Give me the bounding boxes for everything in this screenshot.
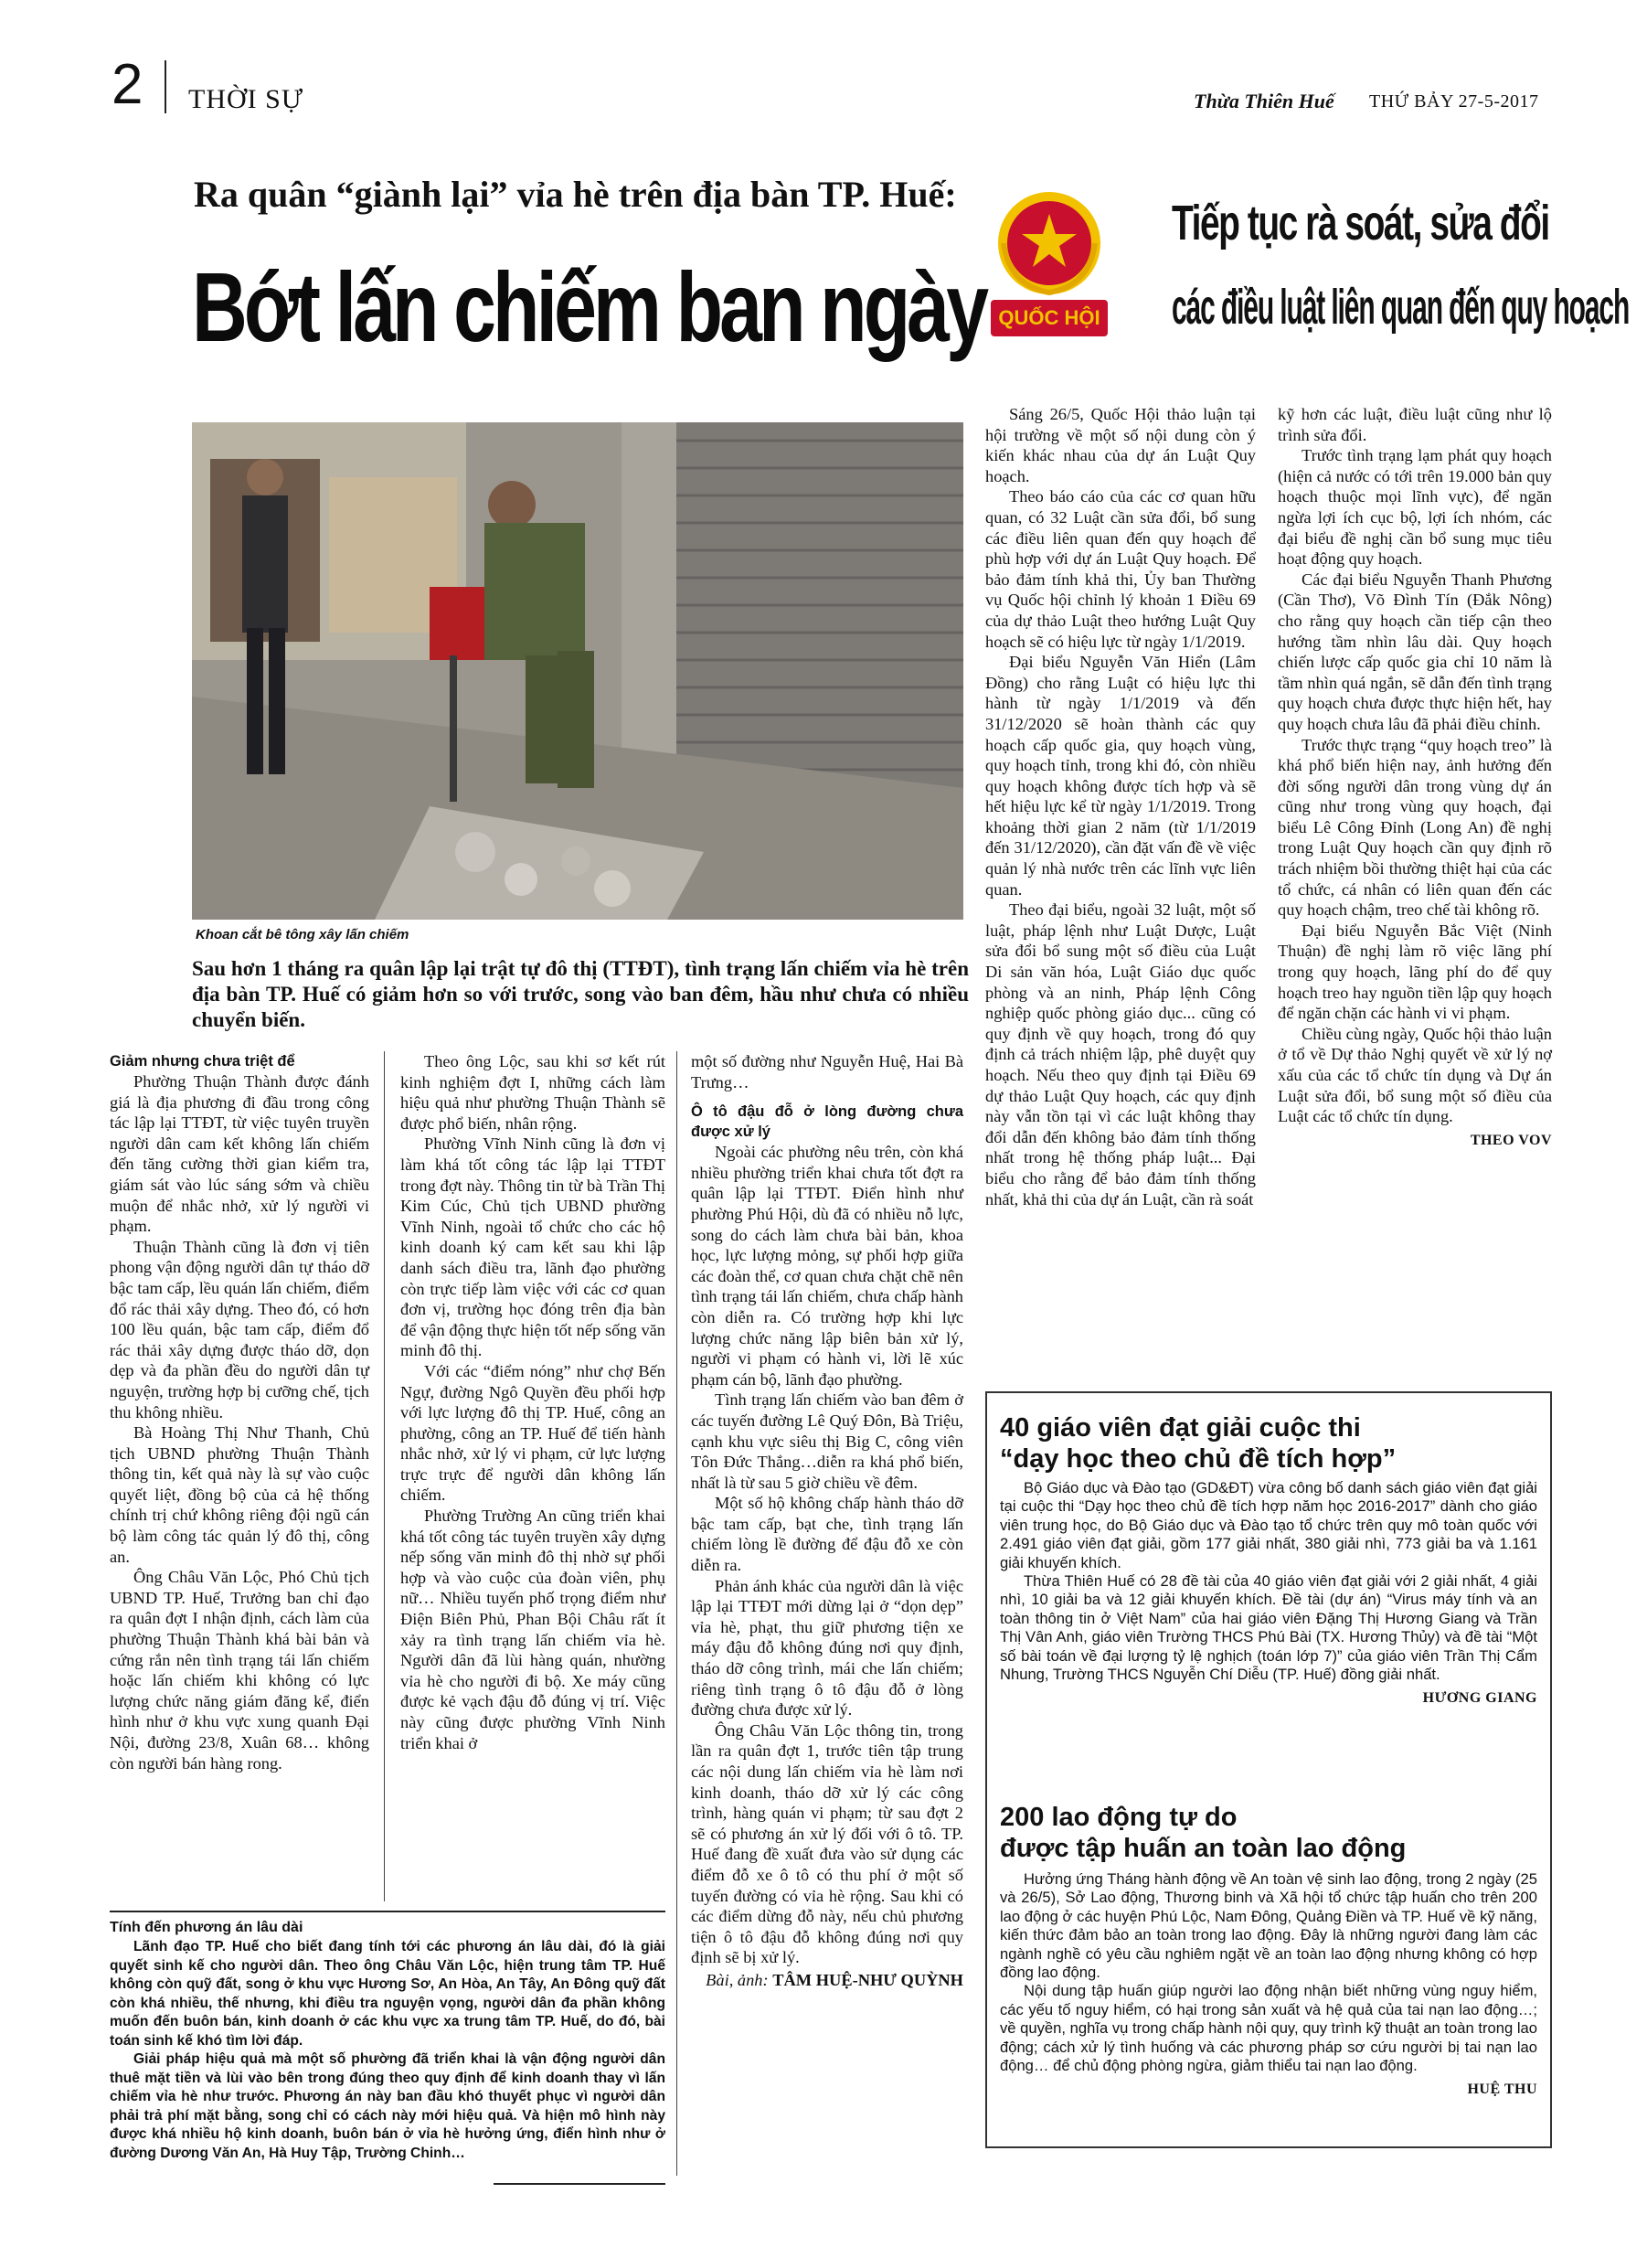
- labor-headline-line1: 200 lao động tự do: [1000, 1803, 1238, 1832]
- teachers-headline-line1: 40 giáo viên đạt giải cuộc thi: [1000, 1413, 1361, 1443]
- paragraph: kỹ hơn các luật, điều luật cũng như lộ trình sửa đổi.: [1278, 405, 1552, 444]
- paragraph: Phường Vĩnh Ninh cũng là đơn vị làm khá tốt công tác lập lại TTĐT trong đợt này. Thông tin từ bà Trần Thị Kim Cúc, Chủ tịch UBND phường Vĩnh Ninh, ngoài tổ chức cho các hộ kinh doanh ký cam kết sau khi lập danh sách điều tra, lãnh đạo phường còn trực tiếp làm việc với các cơ quan đơn vị, trường học đóng trên địa bàn để vận động thực hiện tốt nếp sống văn minh đô thị.: [400, 1134, 665, 1360]
- main-col-3: [691, 1051, 963, 1991]
- quoc-hoi-logo: [991, 186, 1108, 347]
- paragraph: Thuận Thành cũng là đơn vị tiên phong vận động người dân tự tháo dỡ bậc tam cấp, lều quán lấn chiếm, điểm đổ rác thải xây dựng. Theo đó, có hơn 100 lều quán, bậc tam cấp, điểm đổ rác thải xây dựng được tháo dỡ, dọn dẹp và đa phần đều do người dân tự nguyện, trường hợp bị cưỡng chế, tịch thu không nhiều.: [110, 1237, 369, 1421]
- box-top-rule: [110, 1911, 665, 1912]
- paragraph: Nội dung tập huấn giúp người lao động nhận biết những vùng nguy hiểm, các yếu tố nguy hiểm, có hại trong sản xuất và hệ quả của tai nạn lao động…; về quyền, nghĩa vụ trong chấp hành nội quy, quy trình kỹ thuật an toàn trong lao động; cách xử lý tình huống và các phương pháp sơ cứu người bị tai nạn lao động… để chủ động phòng ngừa, giảm thiểu tai nạn lao động.: [1000, 1982, 1537, 2075]
- teachers-body: [1000, 1479, 1537, 1709]
- main-lead: Sau hơn 1 tháng ra quân lập lại trật tự đô thị (TTĐT), tình trạng lấn chiếm vỉa hè trên địa bàn TP. Huế có giảm hơn so với trước, song vào ban đêm, hầu như chưa có nhiều chuyển biến.: [192, 957, 969, 1031]
- column-divider: [676, 1051, 677, 2176]
- paragraph: Giải pháp hiệu quả mà một số phường đã triển khai là vận động người dân thuê mặt tiền và lùi vào bên trong đúng theo quy định để kinh doanh thay vì lấn chiếm vỉa hè như trước. Phương án này ban đầu khó thuyết phục vì người dân phải trả phí mặt bằng, song chỉ có cách này mới hiệu quả. Và hiện mô hình này được khá nhiều hộ kinh doanh, buôn bán ở vỉa hè hưởng ứng, điển hình như ở đường Dương Văn An, Hà Huy Tập, Trường Chinh…: [110, 2051, 665, 2161]
- paragraph: Phản ánh khác của người dân là việc lập lại TTĐT mới dừng lại ở “dọn dẹp” vỉa hè, phạt, thu giữ phương tiện xe máy đậu đỗ không đúng nơi quy định, tháo dỡ công trình, mái che lấn chiếm; riêng tình trạng ô tô đậu đỗ ở lòng đường chưa được xử lý.: [691, 1576, 963, 1720]
- paragraph: Chiều cùng ngày, Quốc hội thảo luận ở tổ về Dự thảo Nghị quyết về xử lý nợ xấu của các tổ chức tín dụng và Dự án Luật sửa đổi, bổ sung một số điều của Luật các tổ chức tín dụng.: [1278, 1024, 1552, 1126]
- quoc-hoi-label: QUỐC HỘI: [998, 306, 1100, 329]
- main-headline: Bớt lấn chiếm ban ngày: [192, 251, 986, 362]
- main-photo: [192, 422, 963, 920]
- paragraph: Thừa Thiên Huế có 28 đề tài của 40 giáo viên đạt giải với 2 giải nhất, 4 giải nhì, 10 giải ba và 12 giải khuyến khích. Đề tài (dự án) “Virus máy tính và an toàn thông tin ở Việt Nam” của hai giáo viên Đặng Thị Hương Giang và Trần Thị Vân Anh, giáo viên Trường THCS Phú Bài (TX. Hương Thủy) và đề tài “Một số bài toán về đại lượng tỷ lệ nghịch (toán lớp 7)” của giáo viên Trần Thị Cẩm Nhung, Trường THCS Nguyễn Chí Diễu (TP. Huế) đồng giải nhất.: [1000, 1572, 1537, 1684]
- longterm-box: [110, 1918, 665, 2163]
- assembly-headline-line2: các điều luật liên quan đến quy hoạch: [1172, 280, 1630, 335]
- paragraph: một số đường như Nguyễn Huệ, Hai Bà Trưng…: [691, 1052, 963, 1091]
- header-divider: [165, 60, 166, 113]
- subhead-cars: Ô tô đậu đỗ ở lòng đường chưa được xử lý: [691, 1103, 963, 1141]
- main-col-2: [400, 1051, 665, 1753]
- paragraph: Ông Châu Văn Lộc, Phó Chủ tịch UBND TP. Huế, Trưởng ban chỉ đạo ra quân đợt I nhận định, cách làm của phường Thuận Thành khá bài bản và cứng rắn nên tình trạng tái lấn chiếm hoặc lấn chiếm khi không có lực lượng chức năng giám đăng kể, điển hình như ở khu vực xung quanh Đại Nội, đường 23/8, Xuân 68… không còn người bán hàng rong.: [110, 1568, 369, 1773]
- byline-label: Bài, ảnh:: [706, 1970, 769, 1989]
- paragraph: Lãnh đạo TP. Huế cho biết đang tính tới các phương án lâu dài, đó là giải quyết sinh kế cho người dân. Theo ông Châu Văn Lộc, hiện trung tâm TP. Huế không còn quỹ đất, song ở khu vực Hương Sơ, An Hòa, An Tây, An Đông quỹ đất còn khá nhiều, thế nhưng, khi điều tra nguyện vọng, người dân đa phần không muốn đến buôn bán, kinh doanh ở các khu vực xa trung tâm TP. Huế, do đó, bài toán sinh kế khó tìm lời đáp.: [110, 1939, 665, 2049]
- paragraph: Với các “điểm nóng” như chợ Bến Ngự, đường Ngô Quyền đều phối hợp với lực lượng đô thị TP. Huế, công an phường, công an TP. Huế để tiến hành nhắc nhở, xử lý vi phạm, cử lực lượng trực trực để người dân không lấn chiếm.: [400, 1361, 665, 1505]
- issue-date: THỨ BẢY 27-5-2017: [1369, 91, 1539, 112]
- byline-teachers: HƯƠNG GIANG: [1422, 1690, 1537, 1707]
- box-bottom-rule: [494, 2183, 665, 2185]
- byline-authors: TÂM HUỆ-NHƯ QUỲNH: [772, 1970, 963, 1989]
- paragraph: Sáng 26/5, Quốc Hội thảo luận tại hội trường về một số nội dung còn ý kiến khác nhau của dự án Luật Quy hoạch.: [985, 405, 1256, 485]
- main-col-1: [110, 1051, 369, 1773]
- paragraph: Đại biểu Nguyễn Văn Hiển (Lâm Đồng) cho rằng Luật có hiệu lực thi hành từ ngày 1/1/2019 và đến 31/12/2020 sẽ hoàn thành các quy hoạch cấp quốc gia, quy hoạch vùng, quy hoạch tỉnh, trong khi đó, còn nhiều quy hoạch không được tích hợp và sẽ hết hiệu lực kể từ ngày 1/1/2019. Trong khoảng thời gian 2 năm (từ 1/1/2019 đến 31/12/2020), cần đặt vấn đề về việc quản lý nhà nước trên các lĩnh vực liên quan.: [985, 653, 1256, 899]
- paragraph: Một số hộ không chấp hành tháo dỡ bậc tam cấp, bạt che, tình trạng lấn chiếm lòng lề đường để đậu đỗ xe còn diễn ra.: [691, 1494, 963, 1575]
- subhead-longterm: Tính đến phương án lâu dài: [110, 1920, 303, 1935]
- photo-caption: Khoan cắt bê tông xây lấn chiếm: [196, 927, 409, 942]
- paragraph: Tình trạng lấn chiếm vào ban đêm ở các tuyến đường Lê Quý Đôn, Bà Triệu, cạnh khu vực siêu thị Big C, công viên Tôn Đức Thắng…diễn ra khá phổ biến, nhất là từ sau 5 giờ chiều về đêm.: [691, 1390, 963, 1492]
- main-kicker: Ra quân “giành lại” vỉa hè trên địa bàn TP. Huế:: [194, 174, 957, 215]
- paragraph: Trước thực trạng “quy hoạch treo” là khá phổ biến hiện nay, ảnh hưởng đến đời sống người dân trong vùng dự án cũng như trong vùng quy hoạch, đại biểu Lê Công Đỉnh (Long An) đề nghị trong Luật Quy hoạch cần quy định rõ trách nhiệm bồi thường thiệt hại của các tổ chức, cá nhân có liên quan đến các quy hoạch chậm, treo chế tài không rõ.: [1278, 735, 1552, 920]
- labor-body: [1000, 1870, 1537, 2100]
- paragraph: Trước tình trạng lạm phát quy hoạch (hiện cả nước có tới trên 19.000 bản quy hoạch thuộc mọi lĩnh vực), để ngăn ngừa lợi ích cục bộ, lợi ích nhóm, các đại biểu đề nghị cần bổ sung mục tiêu hoạt động quy hoạch.: [1278, 446, 1552, 569]
- byline-assembly: THEO VOV: [1470, 1132, 1552, 1148]
- paragraph: Bà Hoàng Thị Như Thanh, Chủ tịch UBND phường Thuận Thành thông tin, kết quả này là sự vào cuộc quyết liệt, đồng bộ của cả hệ thống chính trị chứ không riêng đội ngũ cán bộ làm công tác quản lý đô thị, công an.: [110, 1423, 369, 1566]
- paragraph: Theo ông Lộc, sau khi sơ kết rút kinh nghiệm đợt I, những cách làm hiệu quả như phường Thuận Thành sẽ được phổ biến, nhân rộng.: [400, 1052, 665, 1133]
- paragraph: Phường Trường An cũng triển khai khá tốt công tác tuyên truyền xây dựng nếp sống văn minh đô thị nhờ sự phối hợp và vào cuộc của đoàn viên, phụ nữ… Nhiều tuyến phố trọng điểm như Điện Biên Phủ, Phan Bội Châu rất ít xảy ra tình trạng lấn chiếm vỉa hè. Người dân đã lùi hàng quán, nhường vỉa hè cho người đi bộ. Xe máy cũng được kẻ vạch đậu đỗ đúng vị trí. Việc này cũng được phường Vĩnh Ninh triển khai ở: [400, 1507, 665, 1752]
- paragraph: Phường Thuận Thành được đánh giá là địa phương đi đầu trong công tác lập lại TTĐT, từ việc tuyên truyền người dân cam kết không lấn chiếm đến tăng cường thời gian kiểm tra, giám sát vào lúc sáng sớm và chiều muộn để nhắc nhở, xử lý người vi phạm.: [110, 1072, 369, 1236]
- paragraph: Bộ Giáo dục và Đào tạo (GD&ĐT) vừa công bố danh sách giáo viên đạt giải tại cuộc thi “Dạy học theo chủ đề tích hợp năm học 2016-2017” dành cho giáo viên trung học, do Bộ Giáo dục và Đào tạo tổ chức trên quy mô toàn quốc với 2.491 giáo viên đạt giải, gồm 177 giải nhất, 380 giải nhì, 773 giải ba và 1.161 giải khuyến khích.: [1000, 1479, 1537, 1571]
- paragraph: Ngoài các phường nêu trên, còn khá nhiều phường triển khai chưa tốt đợt ra quân lập lại TTĐT. Điển hình như phường Phú Hội, dù đã có nhiều nỗ lực, song do cách làm chưa bài bản, khoa học, lực lượng mỏng, sự phối hợp giữa các đoàn thể, cơ quan chưa chặt chẽ nên tình trạng tái lấn chiếm, chưa chấp hành còn diễn ra. Có trường hợp khi lực lượng chức năng lập biên bản xử lý, người vi phạm có hành vi, lời lẽ xúc phạm cán bộ, lãnh đạo phường.: [691, 1143, 963, 1389]
- teachers-headline-line2: “dạy học theo chủ đề tích hợp”: [1000, 1444, 1397, 1474]
- section-name: THỜI SỰ: [188, 84, 304, 114]
- assembly-headline-line1: Tiếp tục rà soát, sửa đổi: [1172, 196, 1549, 250]
- paragraph: Các đại biểu Nguyễn Thanh Phương (Cần Thơ), Võ Đình Tín (Đắk Nông) cho rằng quy hoạch cần tiếp cận theo hướng tầm nhìn lâu dài. Quy hoạch chiến lược cấp quốc gia chỉ 10 năm là tầm nhìn quá ngắn, sẽ dẫn đến tình trạng quy hoạch chưa được thực hiện hết, hay quy hoạch chưa lâu đã phải điều chỉnh.: [1278, 570, 1552, 733]
- byline-main: [691, 1970, 963, 1991]
- paper-name: Thừa Thiên Huế: [1194, 90, 1334, 112]
- paragraph: Theo đại biểu, ngoài 32 luật, một số luật, pháp lệnh như Luật Dược, Luật sửa đổi bổ sung một số điều của Luật Di sản văn hóa, Luật Giáo dục quốc phòng và an ninh, Pháp lệnh Công nghiệp quốc phòng giáo dục... cũng có quy định về quy hoạch, trong đó quy định cả trách nhiệm lập, phê duyệt quy hoạch. Nếu theo quy định tại Điều 69 dự thảo Luật Quy hoạch, các quy định này vẫn tồn tại vì các luật không thay đổi dẫn đến không bảo đảm tính thống nhất trong hệ thống pháp luật... Đại biểu cho rằng để bảo đảm tính thống nhất, khả thi của dự án Luật, cần rà soát: [985, 900, 1256, 1209]
- column-divider: [384, 1051, 385, 1901]
- photo-illustration: [192, 422, 963, 920]
- paragraph: Hưởng ứng Tháng hành động về An toàn vệ sinh lao động, trong 2 ngày (25 và 26/5), Sở Lao động, Thương binh và Xã hội tổ chức tập huấn cho trên 200 lao động ở các huyện Phú Lộc, Nam Đông, Quảng Điền và TP. Huế về kỹ năng, kiến thức đảm bảo an toàn trong lao động. Đây là những người đang làm các ngành nghề có yêu cầu nghiêm ngặt về an toàn lao động nhưng không có hợp đồng lao động.: [1000, 1870, 1537, 1982]
- assembly-col-2: [1278, 404, 1552, 1151]
- page-number: 2: [112, 53, 143, 116]
- assembly-col-1: [985, 404, 1256, 1209]
- byline-labor: HUỆ THU: [1467, 2082, 1537, 2098]
- paragraph: Ông Châu Văn Lộc thông tin, trong lần ra quân đợt 1, trước tiên tập trung các nội dung lấn chiếm vỉa hè làm nơi kinh doanh, tháo dỡ xử lý các công trình, hàng quán vi phạm; từ sau đợt 2 sẽ có phương án xử lý đối với ô tô. TP. Huế đang đề xuất đưa vào sử dụng các điểm đỗ xe ô tô có thu phí ở một số tuyến đường có vỉa hè rộng. Sau khi có các điểm dừng đỗ này, nếu chủ phương tiện ô tô đậu đỗ không đúng nơi quy định sẽ bị xử lý.: [691, 1720, 963, 1967]
- labor-headline-line2: được tập huấn an toàn lao động: [1000, 1834, 1407, 1863]
- paragraph: Theo báo cáo của các cơ quan hữu quan, có 32 Luật cần sửa đổi, bổ sung các điều liên quan đến quy hoạch để phù hợp với dự án Luật Quy hoạch. Để bảo đảm tính khả thi, Ủy ban Thường vụ Quốc hội chỉnh lý khoản 1 Điều 69 của dự thảo Luật theo hướng Luật Quy hoạch sẽ có hiệu lực từ ngày 1/1/2019.: [985, 487, 1256, 651]
- subhead-reduce: Giảm nhưng chưa triệt để: [110, 1053, 295, 1070]
- paragraph: Đại biểu Nguyễn Bắc Việt (Ninh Thuận) đề nghị làm rõ việc lãng phí trong quy hoạch, lãng phí do để quy hoạch treo hay nguồn tiền lập quy hoạch để ngăn chặn các hành vi vi phạm.: [1278, 921, 1552, 1023]
